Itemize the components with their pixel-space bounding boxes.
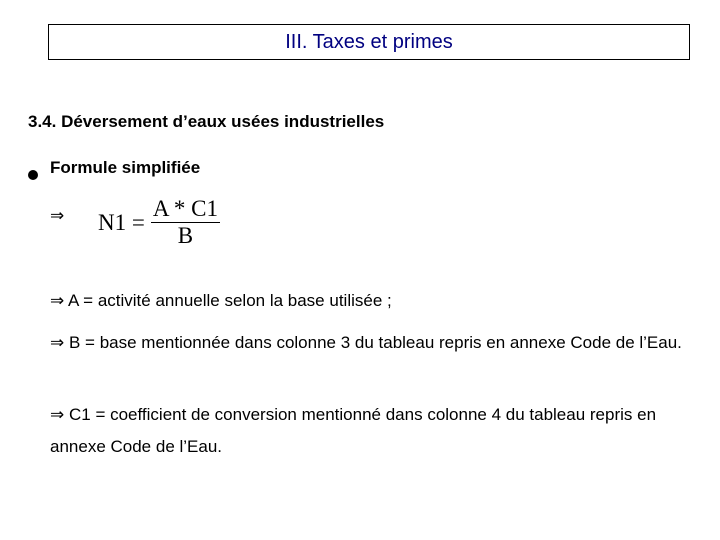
implies-arrow-icon: ⇒ [50,333,65,353]
formula-numerator: A * C1 [152,196,219,221]
implies-arrow-icon: ⇒ [50,291,65,311]
bullet-dot-icon [28,170,38,180]
implies-arrow-icon: ⇒ [50,206,65,226]
definition-a [50,285,690,317]
formula-label: Formule simplifiée [50,158,201,177]
formula [98,196,220,249]
page-title: III. Taxes et primes [285,30,453,53]
implies-arrow-icon: ⇒ [50,405,65,425]
definition-text: A = activité annuelle selon la base utilisée ; [68,291,392,310]
section-heading: 3.4. Déversement d’eaux usées industrielles [28,112,385,131]
title-box [48,24,690,60]
definition-b [50,327,690,359]
definition-text: B = base mentionnée dans colonne 3 du tableau repris en annexe Code de l’Eau. [68,333,682,352]
definition-text: C1 = coefficient de conversion mentionné dans colonne 4 du tableau repris en annexe Code de l’Eau. [50,405,657,456]
formula-lhs: N1 = [98,209,145,235]
formula-denominator: B [177,223,194,248]
formula-fraction [151,196,220,249]
definition-c1 [50,399,690,462]
